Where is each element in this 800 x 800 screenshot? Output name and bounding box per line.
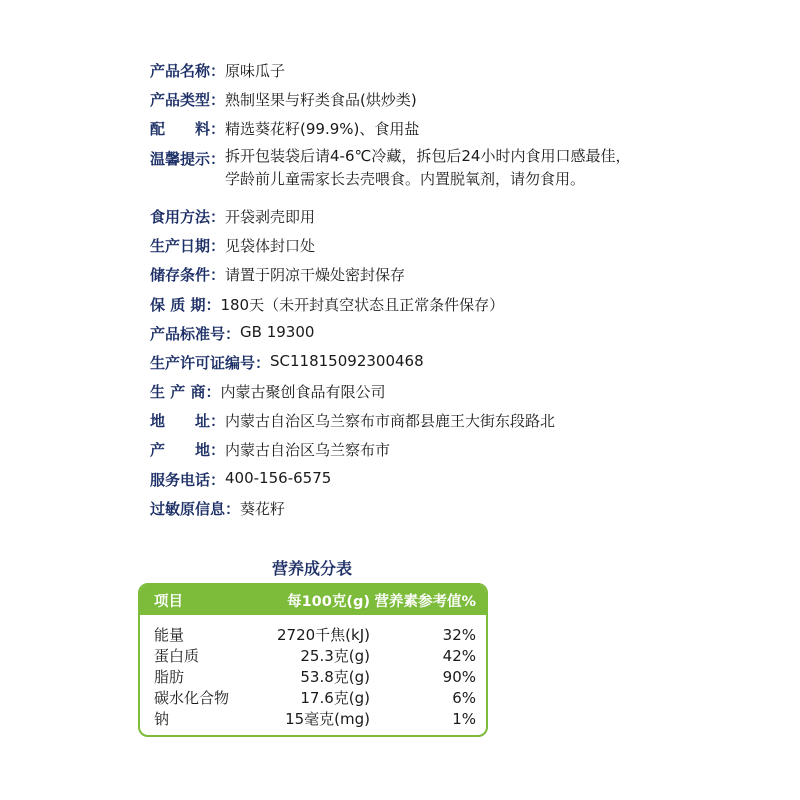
info-row-license [150, 352, 790, 381]
info-row-manufacturer [150, 381, 790, 410]
info-row-origin [150, 439, 790, 468]
info-label: 储存条件： [150, 266, 226, 285]
info-value: 见袋体封口处 [225, 237, 316, 256]
nutrition-table [138, 583, 488, 737]
info-row-type [150, 89, 790, 118]
info-value: 熟制坚果与籽类食品(烘炒类) [225, 91, 417, 110]
nutrition-body [140, 615, 486, 730]
info-row-phone [150, 469, 790, 498]
nutrient-name: 脂肪 [154, 668, 185, 686]
table-row [140, 709, 486, 730]
info-row-address [150, 410, 790, 439]
nutrient-nrv: 6% [452, 689, 476, 707]
nutrition-title: 营养成分表 [271, 559, 352, 578]
nutrient-name: 蛋白质 [154, 647, 200, 665]
nutrient-name: 钠 [154, 710, 170, 728]
table-row [140, 646, 486, 667]
table-row [140, 667, 486, 688]
info-value: 葵花籽 [240, 499, 286, 518]
nutrient-amount: 2720千焦(kJ) [277, 626, 370, 644]
info-label: 产 地： [150, 441, 226, 460]
info-value: 内蒙古自治区乌兰察布市商都县鹿王大街东段路北 [225, 412, 556, 431]
info-row-usage [150, 206, 790, 235]
nutrient-amount: 53.8克(g) [300, 668, 370, 686]
info-label: 产品类型： [150, 91, 226, 110]
header-per-100g: 每100克(g) [287, 593, 370, 610]
nutrient-nrv: 90% [442, 668, 476, 686]
info-row-date [150, 235, 790, 264]
nutrition-header [140, 585, 486, 615]
info-row-standard [150, 323, 790, 352]
info-label: 温馨提示： [150, 149, 226, 168]
info-label: 食用方法： [150, 207, 226, 226]
header-item: 项目 [154, 593, 183, 610]
info-value-line2: 学龄前儿童需家长去壳喂食。内置脱氧剂，请勿食用。 [225, 169, 586, 188]
info-value: 内蒙古自治区乌兰察布市 [225, 441, 391, 460]
info-row-name [150, 60, 790, 89]
table-row [140, 688, 486, 709]
info-label: 生产日期： [150, 237, 226, 256]
info-label: 过敏原信息： [150, 499, 241, 518]
info-row-shelf-life [150, 294, 790, 323]
info-label: 服务电话： [150, 470, 226, 489]
nutrient-nrv: 32% [442, 626, 476, 644]
info-value: 开袋剥壳即用 [225, 207, 316, 226]
info-row-allergen [150, 498, 790, 527]
info-value: SC11815092300468 [270, 351, 424, 370]
info-value: 精选葵花籽(99.9%)、食用盐 [225, 120, 420, 139]
nutrient-amount: 17.6克(g) [300, 689, 370, 707]
info-label: 地 址： [150, 412, 226, 431]
info-label: 产品标准号： [150, 324, 241, 343]
nutrient-amount: 15毫克(mg) [285, 710, 370, 728]
info-label: 生 产 商： [150, 383, 221, 402]
info-label: 配 料： [150, 120, 226, 139]
nutrient-name: 碳水化合物 [154, 689, 230, 707]
info-value: 400-156-6575 [225, 468, 332, 487]
info-row-tips [150, 148, 790, 206]
info-label: 生产许可证编号： [150, 353, 271, 372]
info-value: 180天（未开封真空状态且正常条件保存） [220, 295, 505, 314]
info-label: 产品名称： [150, 62, 226, 80]
nutrient-amount: 25.3克(g) [300, 647, 370, 665]
info-value: 内蒙古聚创食品有限公司 [220, 383, 386, 402]
nutrient-nrv: 1% [452, 710, 476, 728]
table-row [140, 625, 486, 646]
info-label: 保 质 期： [150, 295, 221, 314]
info-value: 请置于阴凉干燥处密封保存 [225, 266, 406, 285]
info-value: 拆开包装袋后请4-6℃冷藏，拆包后24小时内食用口感最佳， [225, 146, 631, 165]
header-nrv: 营养素参考值% [374, 593, 476, 610]
info-value: 原味瓜子 [225, 62, 286, 80]
nutrient-nrv: 42% [442, 647, 476, 665]
nutrient-name: 能量 [154, 626, 185, 644]
info-value: GB 19300 [240, 322, 315, 341]
info-row-storage [150, 264, 790, 293]
product-info [150, 60, 790, 527]
